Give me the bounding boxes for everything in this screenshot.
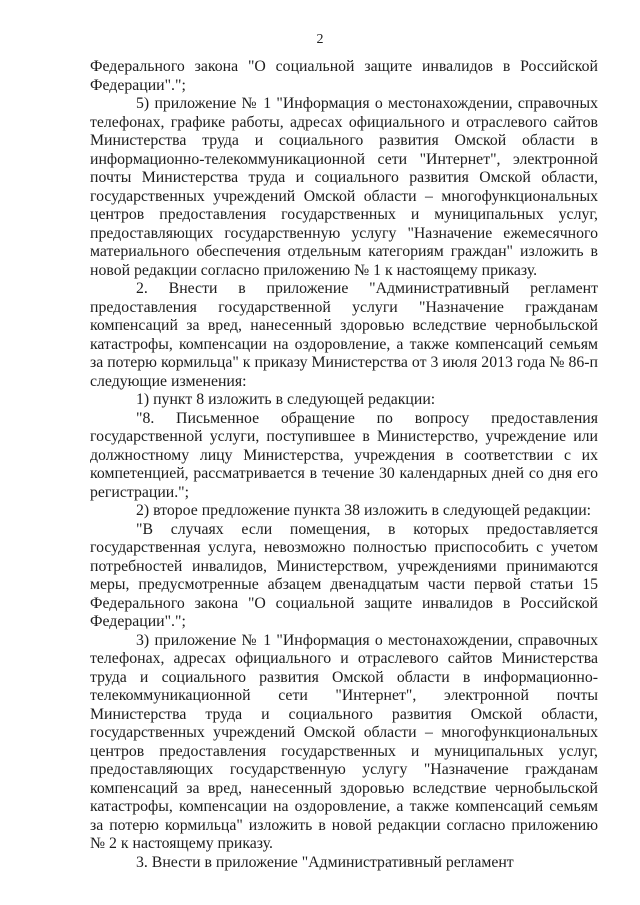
paragraph-item-2: 2) второе предложение пункта 38 изложить в следующей редакции: (136, 502, 592, 519)
paragraph-continuation: Федерального закона "О социальной защите инвалидов в Российской Федерации"."; (90, 58, 598, 94)
document-body (90, 58, 598, 872)
page-number: 2 (316, 32, 324, 47)
paragraph-section-2: 2. Внести в приложение "Административный регламент предоставления государственной услуги "Назначение гражданам компенсаций за вред, нанесенный здоровью вследствие чернобыльской катастрофы, компенсации на оздоровление, а также компенсаций семьям за потерю кормильца" к приказу Министерства от 3 июля 2013 года № 86-п следующие изменения: (90, 280, 598, 390)
paragraph-item-1: 1) пункт 8 изложить в следующей редакции: (136, 391, 436, 408)
paragraph-point-38-text: "В случаях если помещения, в которых предоставляется государственная услуга, невозможно полностью приспособить с учетом потребностей инвалидов, Министерством, учреждениями принимаются меры, предусмотренные абзацем двенадцатым части первой статьи 15 Федерального закона "О социальной защите инвалидов в Российской Федерации"."; (90, 520, 598, 630)
paragraph-point-8-text: "8. Письменное обращение по вопросу предоставления государственной услуги, поступившее в Министерство, учреждение или должностному лицу Министерства, учреждения в соответствии с их компетенцией, рассматривается в течение 30 календарных дней со дня его регистрации."; (90, 409, 598, 501)
paragraph-item-5: 5) приложение № 1 "Информация о местонахождении, справочных телефонах, графике работы, адресах официального и отраслевого сайтов Министерства труда и социального развития Омской области в информационно-телекоммуникационной сети "Интернет", электронной почты Министерства труда и социального развития Омской области, государственных учреждений Омской области – многофункциональных центров предоставления государственных и муниципальных услуг, предоставляющих государственную услугу "Назначение ежемесячного материального обеспечения отдельным категориям граждан" изложить в новой редакции согласно приложению № 1 к настоящему приказу. (90, 95, 598, 279)
paragraph-section-3: 3. Внести в приложение "Административный регламент (136, 853, 514, 871)
paragraph-item-3: 3) приложение № 1 "Информация о местонахождении, справочных телефонах, адресах официального и отраслевого сайтов Министерства труда и социального развития Омской области в информационно-телекоммуникационной сети "Интернет", электронной почты Министерства труда и социального развития Омской области, государственных учреждений Омской области – многофункциональных центров предоставления государственных и муниципальных услуг, предоставляющих государственную услугу "Назначение гражданам компенсаций за вред, нанесенный здоровью вследствие чернобыльской катастрофы, компенсации на оздоровление, а также компенсаций семьям за потерю кормильца" изложить в новой редакции согласно приложению № 2 к настоящему приказу. (90, 631, 598, 852)
